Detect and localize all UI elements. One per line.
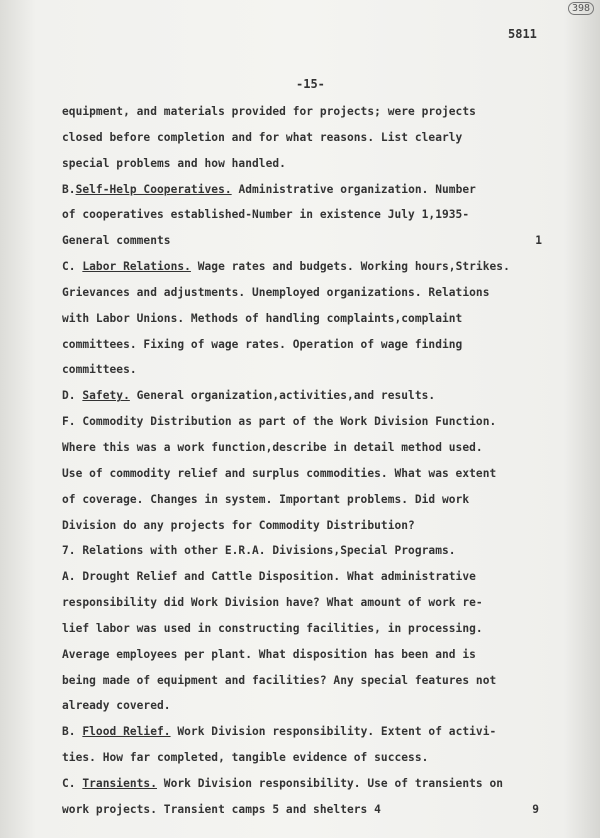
archive-stamp: 398 [568,2,594,15]
text-line: 7. Relations with other E.R.A. Divisions,Special Programs. [62,544,456,558]
text-line: Grievances and adjustments. Unemployed organizations. Relations [62,285,490,299]
text-line: Where this was a work function,describe in detail method used. [62,440,483,454]
page-number: -15- [296,77,325,91]
text-line: being made of equipment and facilities? Any special features not [62,673,497,687]
text-line: Average employees per plant. What disposition has been and is [62,647,476,661]
text-line: General comments 1 [62,232,572,258]
section-heading-line: C. Labor Relations. Wage rates and budgets. Working hours,Strikes. [62,260,510,274]
text-line: of cooperatives established-Number in existence July 1,1935- [62,208,470,222]
margin-number: 1 [535,234,542,248]
text-line: special problems and how handled. [62,156,286,170]
text-line: ties. How far completed, tangible evidence of success. [62,751,429,765]
text-line: with Labor Unions. Methods of handling complaints,complaint [62,311,463,325]
section-heading: Flood Relief. [82,725,171,739]
text-line: Division do any projects for Commodity Distribution? [62,518,415,532]
document-number: 5811 [508,27,537,41]
margin-number: 9 [532,802,539,816]
text-line: committees. [62,363,137,377]
section-heading: Safety. [82,389,130,403]
text-line: responsibility did Work Division have? What amount of work re- [62,596,483,610]
text-line: already covered. [62,699,171,713]
section-heading-line: B. Flood Relief. Work Division responsibility. Extent of activi- [62,725,497,739]
text-line: A. Drought Relief and Cattle Disposition. What administrative [62,570,476,584]
section-heading-line: C. Transients. Work Division responsibility. Use of transients on [62,776,504,790]
text-line: work projects. Transient camps 5 and shelters 4 9 [62,801,572,827]
text-line: Use of commodity relief and surplus commodities. What was extent [62,466,497,480]
section-heading: Labor Relations. [82,260,191,274]
text-line: lief labor was used in constructing facilities, in processing. [62,621,483,635]
body-text [62,103,572,827]
text-line: closed before completion and for what reasons. List clearly [62,130,463,144]
section-heading: Self-Help Cooperatives. [75,182,232,196]
text-line: equipment, and materials provided for projects; were projects [62,105,476,118]
section-heading-line: D. Safety. General organization,activities,and results. [62,389,436,403]
text-line: of coverage. Changes in system. Important problems. Did work [62,492,470,506]
section-heading: Transients. [82,776,157,790]
section-heading-line: B.Self-Help Cooperatives. Administrative organization. Number [62,182,476,196]
text-line: F. Commodity Distribution as part of the Work Division Function. [62,415,497,429]
text-line: committees. Fixing of wage rates. Operation of wage finding [62,337,463,351]
